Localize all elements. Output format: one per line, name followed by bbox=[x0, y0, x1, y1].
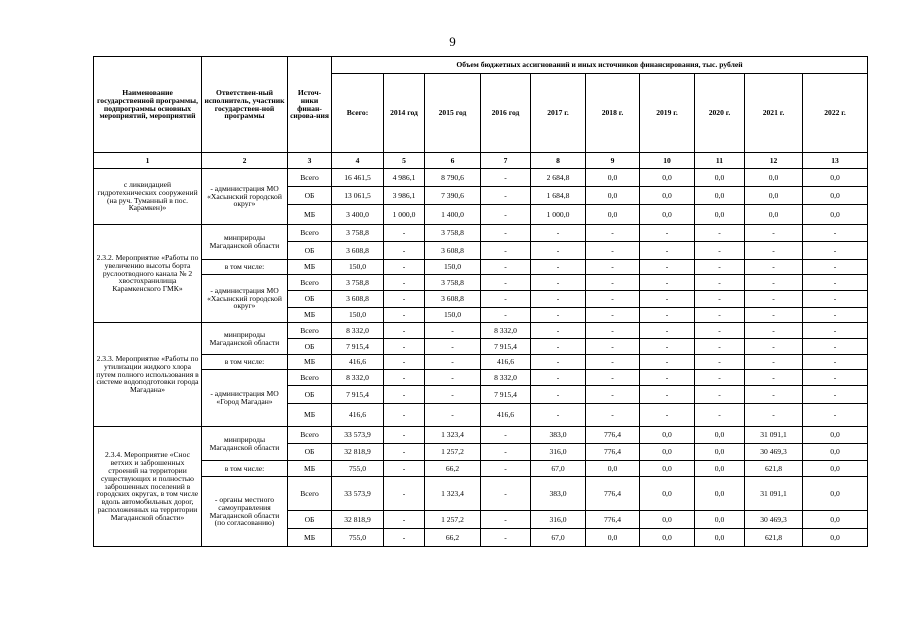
amount-cell: - bbox=[384, 291, 425, 308]
amount-cell: - bbox=[481, 205, 531, 225]
amount-cell: 150,0 bbox=[425, 308, 481, 323]
amount-cell: 0,0 bbox=[640, 427, 695, 444]
column-number: 6 bbox=[425, 153, 481, 169]
amount-cell: 7 915,4 bbox=[332, 386, 384, 404]
amount-cell: 0,0 bbox=[695, 187, 745, 205]
header-year: 2015 год bbox=[425, 74, 481, 153]
amount-cell: - bbox=[481, 169, 531, 187]
amount-cell: 13 061,5 bbox=[332, 187, 384, 205]
amount-cell: - bbox=[531, 370, 586, 386]
funding-source: ОБ bbox=[288, 511, 332, 529]
amount-cell: - bbox=[384, 355, 425, 370]
amount-cell: 3 400,0 bbox=[332, 205, 384, 225]
amount-cell: 776,4 bbox=[586, 511, 640, 529]
amount-cell: 7 915,4 bbox=[481, 386, 531, 404]
amount-cell: 0,0 bbox=[803, 461, 868, 477]
amount-cell: - bbox=[695, 339, 745, 355]
amount-cell: 150,0 bbox=[332, 260, 384, 275]
amount-cell: - bbox=[745, 355, 803, 370]
amount-cell: - bbox=[481, 529, 531, 547]
amount-cell: - bbox=[384, 404, 425, 427]
amount-cell: - bbox=[481, 260, 531, 275]
amount-cell: 0,0 bbox=[803, 169, 868, 187]
table-row bbox=[94, 323, 868, 339]
amount-cell: - bbox=[803, 308, 868, 323]
amount-cell: - bbox=[640, 260, 695, 275]
amount-cell: 66,2 bbox=[425, 529, 481, 547]
amount-cell: 1 000,0 bbox=[384, 205, 425, 225]
amount-cell: 1 000,0 bbox=[531, 205, 586, 225]
column-number: 8 bbox=[531, 153, 586, 169]
amount-cell: - bbox=[425, 404, 481, 427]
funding-source: Всего bbox=[288, 427, 332, 444]
amount-cell: 776,4 bbox=[586, 477, 640, 511]
header-year: 2014 год bbox=[384, 74, 425, 153]
amount-cell: - bbox=[425, 339, 481, 355]
table-row bbox=[94, 225, 868, 242]
amount-cell: 0,0 bbox=[803, 205, 868, 225]
column-number: 9 bbox=[586, 153, 640, 169]
amount-cell: 32 818,9 bbox=[332, 444, 384, 461]
amount-cell: - bbox=[745, 291, 803, 308]
funding-source: ОБ bbox=[288, 187, 332, 205]
amount-cell: - bbox=[695, 260, 745, 275]
financing-table bbox=[93, 56, 868, 547]
funding-source: Всего bbox=[288, 275, 332, 291]
amount-cell: 67,0 bbox=[531, 461, 586, 477]
amount-cell: 0,0 bbox=[803, 444, 868, 461]
responsible-executor: - органы местного самоуправления Магаданской области (по согласованию) bbox=[202, 477, 288, 547]
amount-cell: - bbox=[586, 370, 640, 386]
funding-source: Всего bbox=[288, 370, 332, 386]
amount-cell: 1 257,2 bbox=[425, 511, 481, 529]
funding-source: МБ bbox=[288, 308, 332, 323]
amount-cell: 3 758,8 bbox=[332, 225, 384, 242]
amount-cell: 316,0 bbox=[531, 444, 586, 461]
amount-cell: 0,0 bbox=[745, 205, 803, 225]
amount-cell: 0,0 bbox=[695, 529, 745, 547]
amount-cell: 3 986,1 bbox=[384, 187, 425, 205]
amount-cell: 8 332,0 bbox=[481, 370, 531, 386]
amount-cell: 8 332,0 bbox=[332, 370, 384, 386]
amount-cell: - bbox=[481, 444, 531, 461]
amount-cell: 1 323,4 bbox=[425, 427, 481, 444]
amount-cell: 7 915,4 bbox=[332, 339, 384, 355]
responsible-executor: минприроды Магаданской области bbox=[202, 323, 288, 355]
amount-cell: 66,2 bbox=[425, 461, 481, 477]
amount-cell: 1 257,2 bbox=[425, 444, 481, 461]
table-row bbox=[94, 461, 868, 477]
amount-cell: 0,0 bbox=[695, 511, 745, 529]
amount-cell: - bbox=[531, 386, 586, 404]
funding-source: МБ bbox=[288, 355, 332, 370]
amount-cell: 0,0 bbox=[803, 187, 868, 205]
amount-cell: 30 469,3 bbox=[745, 511, 803, 529]
amount-cell: 30 469,3 bbox=[745, 444, 803, 461]
amount-cell: 0,0 bbox=[803, 477, 868, 511]
amount-cell: 755,0 bbox=[332, 461, 384, 477]
funding-source: ОБ bbox=[288, 386, 332, 404]
amount-cell: - bbox=[384, 339, 425, 355]
amount-cell: 67,0 bbox=[531, 529, 586, 547]
amount-cell: - bbox=[695, 291, 745, 308]
amount-cell: - bbox=[481, 225, 531, 242]
amount-cell: - bbox=[425, 386, 481, 404]
amount-cell: 0,0 bbox=[640, 169, 695, 187]
column-number: 1 bbox=[94, 153, 202, 169]
amount-cell: 621,8 bbox=[745, 461, 803, 477]
amount-cell: - bbox=[425, 355, 481, 370]
column-number: 7 bbox=[481, 153, 531, 169]
amount-cell: - bbox=[481, 275, 531, 291]
amount-cell: - bbox=[803, 339, 868, 355]
amount-cell: - bbox=[586, 339, 640, 355]
amount-cell: 8 332,0 bbox=[481, 323, 531, 339]
amount-cell: - bbox=[586, 404, 640, 427]
amount-cell: 33 573,9 bbox=[332, 477, 384, 511]
amount-cell: 3 608,8 bbox=[425, 291, 481, 308]
funding-source: Всего bbox=[288, 169, 332, 187]
amount-cell: - bbox=[481, 291, 531, 308]
amount-cell: - bbox=[531, 275, 586, 291]
amount-cell: - bbox=[384, 444, 425, 461]
amount-cell: - bbox=[640, 386, 695, 404]
table-row bbox=[94, 275, 868, 291]
amount-cell: 0,0 bbox=[586, 529, 640, 547]
amount-cell: - bbox=[586, 275, 640, 291]
amount-cell: 0,0 bbox=[695, 427, 745, 444]
funding-source: Всего bbox=[288, 477, 332, 511]
amount-cell: - bbox=[745, 308, 803, 323]
amount-cell: - bbox=[695, 275, 745, 291]
amount-cell: 0,0 bbox=[803, 529, 868, 547]
amount-cell: 0,0 bbox=[586, 187, 640, 205]
amount-cell: 1 323,4 bbox=[425, 477, 481, 511]
amount-cell: - bbox=[531, 242, 586, 260]
amount-cell: 0,0 bbox=[745, 169, 803, 187]
amount-cell: - bbox=[745, 370, 803, 386]
amount-cell: - bbox=[586, 355, 640, 370]
amount-cell: - bbox=[640, 275, 695, 291]
amount-cell: 776,4 bbox=[586, 444, 640, 461]
amount-cell: - bbox=[481, 187, 531, 205]
amount-cell: - bbox=[640, 370, 695, 386]
amount-cell: - bbox=[586, 260, 640, 275]
amount-cell: - bbox=[531, 291, 586, 308]
amount-cell: 150,0 bbox=[332, 308, 384, 323]
amount-cell: 2 684,8 bbox=[531, 169, 586, 187]
amount-cell: - bbox=[695, 355, 745, 370]
amount-cell: - bbox=[745, 275, 803, 291]
amount-cell: - bbox=[803, 404, 868, 427]
amount-cell: 621,8 bbox=[745, 529, 803, 547]
amount-cell: 0,0 bbox=[640, 205, 695, 225]
amount-cell: - bbox=[745, 260, 803, 275]
header-responsible: Ответствен-ный исполнитель, участник государствен-ной программы bbox=[202, 57, 288, 153]
amount-cell: - bbox=[586, 225, 640, 242]
funding-source: МБ bbox=[288, 461, 332, 477]
amount-cell: - bbox=[745, 323, 803, 339]
amount-cell: - bbox=[803, 323, 868, 339]
amount-cell: 0,0 bbox=[586, 205, 640, 225]
amount-cell: 31 091,1 bbox=[745, 477, 803, 511]
amount-cell: 0,0 bbox=[640, 529, 695, 547]
page-number: 9 bbox=[449, 34, 456, 49]
amount-cell: 316,0 bbox=[531, 511, 586, 529]
amount-cell: - bbox=[640, 225, 695, 242]
funding-source: МБ bbox=[288, 205, 332, 225]
amount-cell: 416,6 bbox=[481, 404, 531, 427]
amount-cell: - bbox=[384, 323, 425, 339]
amount-cell: 0,0 bbox=[640, 444, 695, 461]
header-year: 2019 г. bbox=[640, 74, 695, 153]
amount-cell: - bbox=[586, 242, 640, 260]
header-source: Источ-ники финан-сирова-ния bbox=[288, 57, 332, 153]
amount-cell: - bbox=[531, 323, 586, 339]
column-number: 3 bbox=[288, 153, 332, 169]
amount-cell: - bbox=[384, 386, 425, 404]
table-row bbox=[94, 427, 868, 444]
amount-cell: - bbox=[531, 260, 586, 275]
amount-cell: 0,0 bbox=[803, 511, 868, 529]
amount-cell: 0,0 bbox=[695, 169, 745, 187]
funding-source: Всего bbox=[288, 225, 332, 242]
amount-cell: - bbox=[586, 323, 640, 339]
column-number: 10 bbox=[640, 153, 695, 169]
amount-cell: 0,0 bbox=[586, 169, 640, 187]
activity-name: 2.3.2. Мероприятие «Работы по увеличению высоты борта руслоотводного канала № 2 хвостохранилища Карамкенского ГМК» bbox=[94, 225, 202, 323]
amount-cell: - bbox=[640, 355, 695, 370]
amount-cell: 0,0 bbox=[695, 477, 745, 511]
column-number: 12 bbox=[745, 153, 803, 169]
amount-cell: 0,0 bbox=[640, 187, 695, 205]
funding-source: ОБ bbox=[288, 444, 332, 461]
responsible-executor: в том числе: bbox=[202, 461, 288, 477]
amount-cell: - bbox=[481, 427, 531, 444]
amount-cell: - bbox=[384, 461, 425, 477]
amount-cell: 416,6 bbox=[332, 355, 384, 370]
header-year: 2018 г. bbox=[586, 74, 640, 153]
header-volume: Объем бюджетных ассигнований и иных источников финансирования, тыс. рублей bbox=[332, 57, 868, 74]
header-year: 2021 г. bbox=[745, 74, 803, 153]
amount-cell: 33 573,9 bbox=[332, 427, 384, 444]
amount-cell: - bbox=[745, 242, 803, 260]
amount-cell: - bbox=[803, 370, 868, 386]
activity-name: с ликвидацией гидротехнических сооружений (на руч. Туманный в пос. Карамкен)» bbox=[94, 169, 202, 225]
amount-cell: - bbox=[803, 386, 868, 404]
amount-cell: - bbox=[481, 242, 531, 260]
amount-cell: 755,0 bbox=[332, 529, 384, 547]
amount-cell: - bbox=[695, 404, 745, 427]
amount-cell: 1 684,8 bbox=[531, 187, 586, 205]
amount-cell: 383,0 bbox=[531, 427, 586, 444]
amount-cell: - bbox=[531, 308, 586, 323]
header-year: 2020 г. bbox=[695, 74, 745, 153]
amount-cell: - bbox=[384, 370, 425, 386]
amount-cell: 0,0 bbox=[745, 187, 803, 205]
amount-cell: 3 608,8 bbox=[332, 242, 384, 260]
funding-source: Всего bbox=[288, 323, 332, 339]
amount-cell: - bbox=[384, 427, 425, 444]
amount-cell: 7 915,4 bbox=[481, 339, 531, 355]
amount-cell: - bbox=[745, 386, 803, 404]
table-row bbox=[94, 477, 868, 511]
amount-cell: - bbox=[384, 225, 425, 242]
amount-cell: 16 461,5 bbox=[332, 169, 384, 187]
amount-cell: 0,0 bbox=[586, 461, 640, 477]
amount-cell: 0,0 bbox=[803, 427, 868, 444]
funding-source: ОБ bbox=[288, 339, 332, 355]
activity-name: 2.3.3. Мероприятие «Работы по утилизации жидкого хлора путем полного использования в системе водоподготовки города Магадана» bbox=[94, 323, 202, 427]
amount-cell: - bbox=[803, 242, 868, 260]
funding-source: МБ bbox=[288, 529, 332, 547]
amount-cell: - bbox=[640, 242, 695, 260]
amount-cell: - bbox=[531, 225, 586, 242]
table-row bbox=[94, 355, 868, 370]
table-row bbox=[94, 260, 868, 275]
header-year: 2022 г. bbox=[803, 74, 868, 153]
amount-cell: - bbox=[384, 242, 425, 260]
responsible-executor: минприроды Магаданской области bbox=[202, 427, 288, 461]
amount-cell: 0,0 bbox=[640, 477, 695, 511]
amount-cell: 0,0 bbox=[695, 461, 745, 477]
amount-cell: - bbox=[384, 477, 425, 511]
amount-cell: - bbox=[586, 386, 640, 404]
amount-cell: - bbox=[531, 339, 586, 355]
amount-cell: - bbox=[803, 355, 868, 370]
amount-cell: 31 091,1 bbox=[745, 427, 803, 444]
amount-cell: 3 758,8 bbox=[425, 275, 481, 291]
responsible-executor: минприроды Магаданской области bbox=[202, 225, 288, 260]
funding-source: ОБ bbox=[288, 291, 332, 308]
amount-cell: - bbox=[481, 511, 531, 529]
amount-cell: 7 390,6 bbox=[425, 187, 481, 205]
amount-cell: - bbox=[425, 370, 481, 386]
amount-cell: - bbox=[384, 529, 425, 547]
header-name: Наименование государственной программы, подпрограммы основных мероприятий, мероприятий bbox=[94, 57, 202, 153]
amount-cell: - bbox=[695, 308, 745, 323]
table-row bbox=[94, 169, 868, 187]
amount-cell: 1 400,0 bbox=[425, 205, 481, 225]
amount-cell: 0,0 bbox=[695, 205, 745, 225]
amount-cell: - bbox=[745, 404, 803, 427]
header-year: 2016 год bbox=[481, 74, 531, 153]
amount-cell: - bbox=[586, 291, 640, 308]
amount-cell: - bbox=[384, 260, 425, 275]
amount-cell: 383,0 bbox=[531, 477, 586, 511]
amount-cell: - bbox=[745, 339, 803, 355]
amount-cell: 3 758,8 bbox=[425, 225, 481, 242]
amount-cell: - bbox=[384, 275, 425, 291]
column-number: 2 bbox=[202, 153, 288, 169]
funding-source: ОБ bbox=[288, 242, 332, 260]
responsible-executor: - администрация МО «Хасынский городской округ» bbox=[202, 275, 288, 323]
amount-cell: 0,0 bbox=[695, 444, 745, 461]
amount-cell: - bbox=[803, 225, 868, 242]
amount-cell: - bbox=[803, 275, 868, 291]
amount-cell: 8 332,0 bbox=[332, 323, 384, 339]
amount-cell: - bbox=[695, 242, 745, 260]
table-row bbox=[94, 370, 868, 386]
amount-cell: 3 608,8 bbox=[332, 291, 384, 308]
amount-cell: 3 608,8 bbox=[425, 242, 481, 260]
amount-cell: - bbox=[640, 404, 695, 427]
amount-cell: - bbox=[640, 291, 695, 308]
amount-cell: - bbox=[803, 260, 868, 275]
amount-cell: - bbox=[640, 308, 695, 323]
amount-cell: - bbox=[640, 323, 695, 339]
amount-cell: - bbox=[531, 355, 586, 370]
amount-cell: 776,4 bbox=[586, 427, 640, 444]
column-number: 11 bbox=[695, 153, 745, 169]
amount-cell: - bbox=[531, 404, 586, 427]
amount-cell: 0,0 bbox=[640, 461, 695, 477]
amount-cell: - bbox=[745, 225, 803, 242]
amount-cell: 4 986,1 bbox=[384, 169, 425, 187]
amount-cell: - bbox=[695, 370, 745, 386]
amount-cell: - bbox=[425, 323, 481, 339]
amount-cell: 32 818,9 bbox=[332, 511, 384, 529]
amount-cell: 416,6 bbox=[481, 355, 531, 370]
column-number: 4 bbox=[332, 153, 384, 169]
responsible-executor: - администрация МО «Город Магадан» bbox=[202, 370, 288, 427]
amount-cell: - bbox=[384, 308, 425, 323]
responsible-executor: в том числе: bbox=[202, 260, 288, 275]
column-number: 5 bbox=[384, 153, 425, 169]
amount-cell: - bbox=[695, 386, 745, 404]
responsible-executor: в том числе: bbox=[202, 355, 288, 370]
header-year: 2017 г. bbox=[531, 74, 586, 153]
funding-source: МБ bbox=[288, 404, 332, 427]
amount-cell: - bbox=[695, 323, 745, 339]
responsible-executor: - администрация МО «Хасынский городской округ» bbox=[202, 169, 288, 225]
amount-cell: - bbox=[803, 291, 868, 308]
amount-cell: - bbox=[640, 339, 695, 355]
amount-cell: - bbox=[481, 308, 531, 323]
amount-cell: 416,6 bbox=[332, 404, 384, 427]
header-year: Всего: bbox=[332, 74, 384, 153]
amount-cell: - bbox=[384, 511, 425, 529]
activity-name: 2.3.4. Мероприятие «Снос ветхих и заброшенных строений на территории существующих и полностью заброшенных поселений в городских округах, в том числе вдоль автомобильных дорог, расположенных на территории Магаданской области» bbox=[94, 427, 202, 547]
column-number: 13 bbox=[803, 153, 868, 169]
amount-cell: - bbox=[481, 461, 531, 477]
funding-source: МБ bbox=[288, 260, 332, 275]
amount-cell: - bbox=[586, 308, 640, 323]
amount-cell: 8 790,6 bbox=[425, 169, 481, 187]
amount-cell: 150,0 bbox=[425, 260, 481, 275]
amount-cell: - bbox=[695, 225, 745, 242]
amount-cell: 0,0 bbox=[640, 511, 695, 529]
amount-cell: - bbox=[481, 477, 531, 511]
amount-cell: 3 758,8 bbox=[332, 275, 384, 291]
